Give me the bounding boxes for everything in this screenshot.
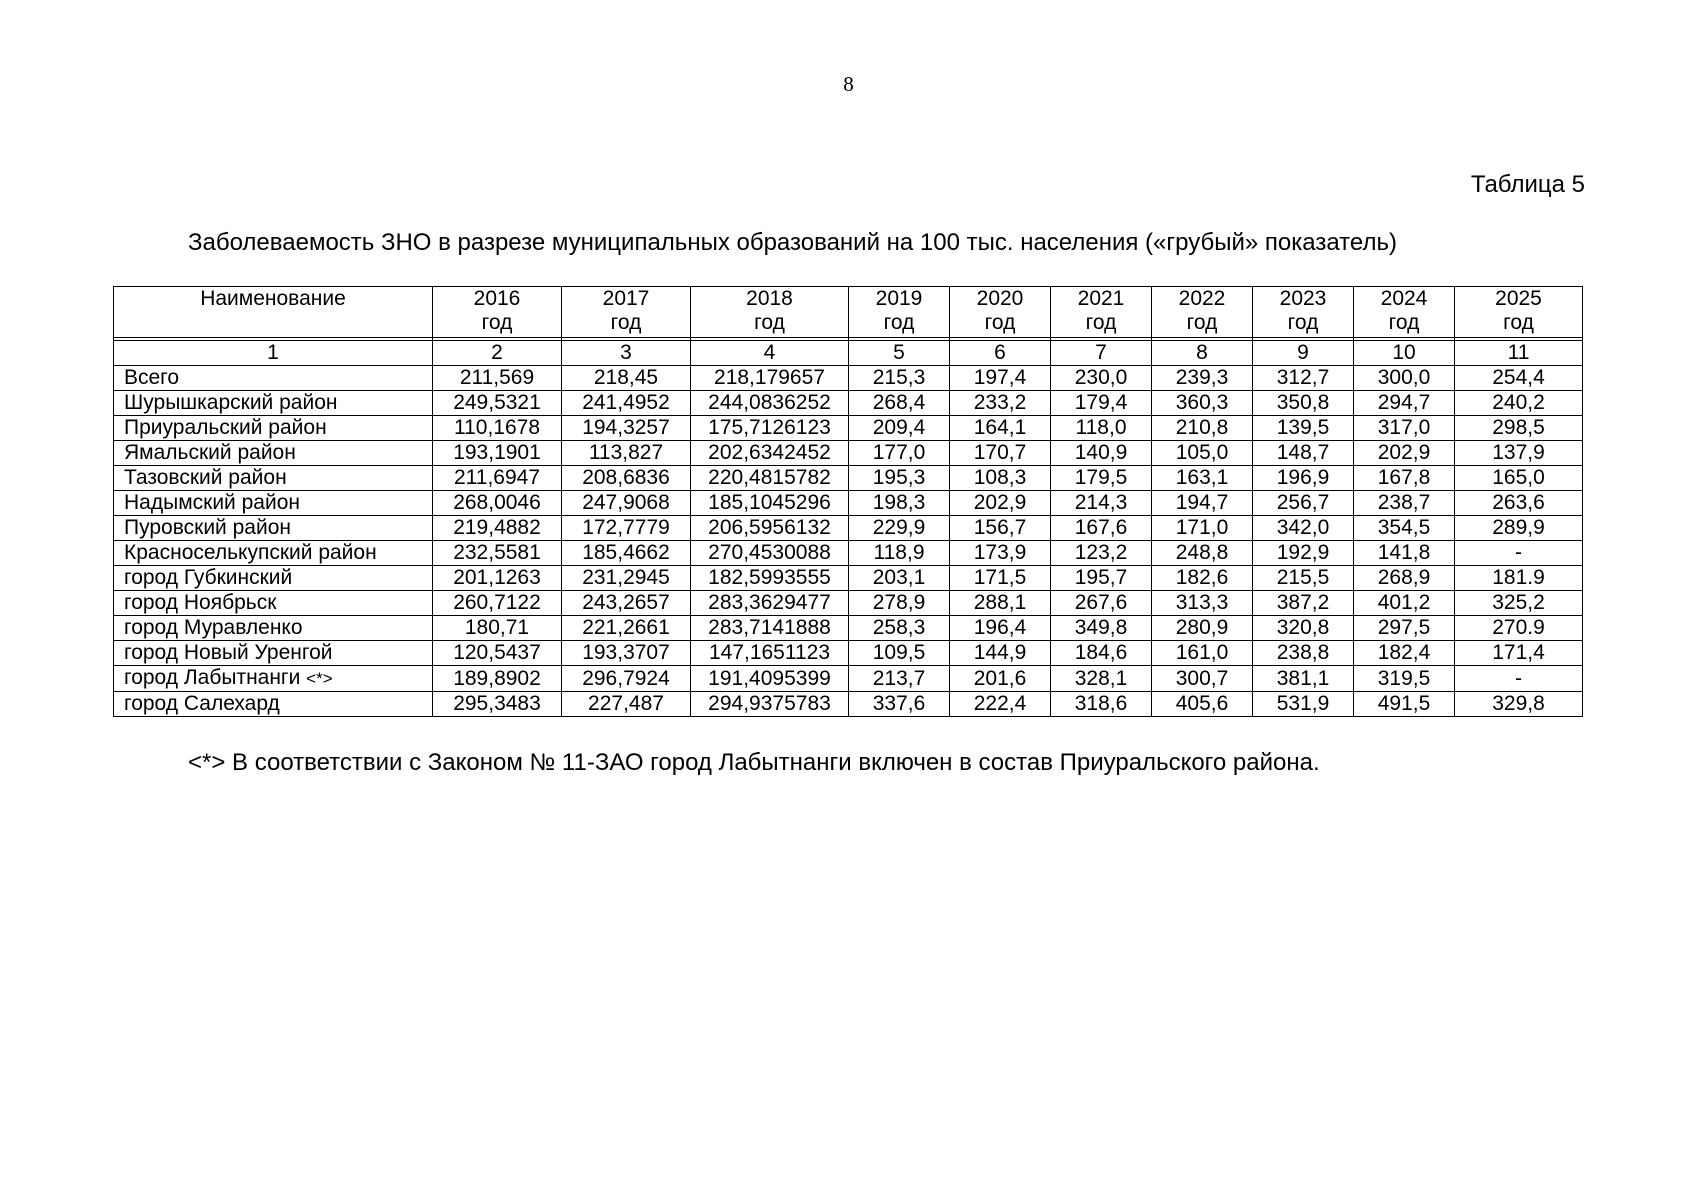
value-cell: 211,6947 [433,466,562,491]
value-cell: 123,2 [1051,541,1152,566]
value-cell: 387,2 [1253,591,1354,616]
value-cell: 297,5 [1354,616,1455,641]
row-name-cell [114,566,433,591]
value-cell: 270.9 [1455,616,1583,641]
value-cell: 194,7 [1152,491,1253,516]
value-cell: 185,1045296 [691,491,849,516]
table-row [114,391,1583,416]
value-cell: 182,6 [1152,566,1253,591]
row-name: город Муравленко [124,616,303,639]
row-name: город Ноябрьск [124,591,277,614]
value-cell: 295,3483 [433,692,562,717]
page-number: 8 [843,72,854,96]
value-cell: 184,6 [1051,641,1152,666]
value-cell: 173,9 [950,541,1051,566]
row-name: город Губкинский [124,566,293,589]
value-cell: 171,4 [1455,641,1583,666]
value-cell: 243,2657 [562,591,691,616]
header-year: 2024 год [1354,287,1455,338]
column-number-row [114,341,1583,366]
footnote: <*> В соответствии с Законом № 11-ЗАО город Лабытнанги включен в состав Приуральского района. [188,749,1320,776]
value-cell: 144,9 [950,641,1051,666]
row-name-cell [114,516,433,541]
value-cell: 179,5 [1051,466,1152,491]
value-cell: 241,4952 [562,391,691,416]
row-name: город Лабытнанги [124,666,301,689]
value-cell: 201,6 [950,666,1051,692]
value-cell: 278,9 [849,591,950,616]
value-cell: 109,5 [849,641,950,666]
value-cell: 202,9 [950,491,1051,516]
value-cell: 197,4 [950,366,1051,391]
value-cell: 238,7 [1354,491,1455,516]
value-cell: 180,71 [433,616,562,641]
row-name: Ямальский район [124,441,296,464]
value-cell: 218,45 [562,366,691,391]
value-cell: 312,7 [1253,366,1354,391]
value-cell: 329,8 [1455,692,1583,717]
value-cell: 260,7122 [433,591,562,616]
value-cell: 248,8 [1152,541,1253,566]
value-cell: 233,2 [950,391,1051,416]
row-name: Пуровский район [124,516,291,539]
value-cell: 196,9 [1253,466,1354,491]
table-row [114,591,1583,616]
value-cell: 229,9 [849,516,950,541]
row-name: Красноселькупский район [124,541,377,564]
table-row [114,641,1583,666]
value-cell: 105,0 [1152,441,1253,466]
header-year: 2017 год [562,287,691,338]
table-row [114,692,1583,717]
table-title: Заболеваемость ЗНО в разрезе муниципальных образований на 100 тыс. населения («грубый» показатель) [188,229,1397,256]
value-cell: 167,6 [1051,516,1152,541]
table-row [114,566,1583,591]
value-cell: 182,5993555 [691,566,849,591]
table-row [114,616,1583,641]
value-cell: 491,5 [1354,692,1455,717]
value-cell: 270,4530088 [691,541,849,566]
value-cell: 118,0 [1051,416,1152,441]
value-cell: 196,4 [950,616,1051,641]
value-cell: 231,2945 [562,566,691,591]
row-name: Всего [124,366,180,389]
row-name-cell [114,466,433,491]
value-cell: 227,487 [562,692,691,717]
value-cell: 220,4815782 [691,466,849,491]
table-label: Таблица 5 [1470,171,1585,198]
value-cell: 222,4 [950,692,1051,717]
value-cell: 215,5 [1253,566,1354,591]
value-cell: 181.9 [1455,566,1583,591]
value-cell: 381,1 [1253,666,1354,692]
column-number: 5 [849,341,950,366]
row-name: город Салехард [124,692,280,715]
column-number: 9 [1253,341,1354,366]
value-cell: 325,2 [1455,591,1583,616]
value-cell: 193,3707 [562,641,691,666]
value-cell: 320,8 [1253,616,1354,641]
value-cell: 283,3629477 [691,591,849,616]
value-cell: 118,9 [849,541,950,566]
value-cell: 258,3 [849,616,950,641]
value-cell: 215,3 [849,366,950,391]
header-year: 2019 год [849,287,950,338]
value-cell: 161,0 [1152,641,1253,666]
table-row [114,666,1583,692]
value-cell: 108,3 [950,466,1051,491]
header-year: 2025 год [1455,287,1583,338]
value-cell: 170,7 [950,441,1051,466]
value-cell: 195,7 [1051,566,1152,591]
table-row [114,441,1583,466]
value-cell: 328,1 [1051,666,1152,692]
value-cell: 354,5 [1354,516,1455,541]
value-cell: 244,0836252 [691,391,849,416]
value-cell: 175,7126123 [691,416,849,441]
value-cell: 300,7 [1152,666,1253,692]
value-cell: 296,7924 [562,666,691,692]
column-number: 6 [950,341,1051,366]
value-cell: 203,1 [849,566,950,591]
row-name-cell [114,491,433,516]
value-cell: 289,9 [1455,516,1583,541]
value-cell: 147,1651123 [691,641,849,666]
value-cell: 141,8 [1354,541,1455,566]
value-cell: 232,5581 [433,541,562,566]
value-cell: 256,7 [1253,491,1354,516]
value-cell: 177,0 [849,441,950,466]
column-number: 1 [114,341,433,366]
value-cell: 137,9 [1455,441,1583,466]
value-cell: 171,5 [950,566,1051,591]
value-cell: 198,3 [849,491,950,516]
value-cell: 210,8 [1152,416,1253,441]
value-cell: 202,6342452 [691,441,849,466]
column-number: 8 [1152,341,1253,366]
value-cell: 337,6 [849,692,950,717]
value-cell: 163,1 [1152,466,1253,491]
value-cell: 288,1 [950,591,1051,616]
value-cell: 405,6 [1152,692,1253,717]
value-cell: 110,1678 [433,416,562,441]
value-cell: 263,6 [1455,491,1583,516]
value-cell: 172,7779 [562,516,691,541]
header-year: 2016 год [433,287,562,338]
table-row [114,541,1583,566]
value-cell: 318,6 [1051,692,1152,717]
header-year: 2018 год [691,287,849,338]
value-cell: 148,7 [1253,441,1354,466]
value-cell: 268,4 [849,391,950,416]
row-name-cell [114,666,433,692]
value-cell: 171,0 [1152,516,1253,541]
value-cell: 209,4 [849,416,950,441]
row-name-cell [114,541,433,566]
value-cell: 214,3 [1051,491,1152,516]
value-cell: 165,0 [1455,466,1583,491]
value-cell: 182,4 [1354,641,1455,666]
value-cell: 267,6 [1051,591,1152,616]
value-cell: 294,9375783 [691,692,849,717]
value-cell: 194,3257 [562,416,691,441]
table-row [114,366,1583,391]
value-cell: 202,9 [1354,441,1455,466]
incidence-table [113,286,1583,717]
value-cell: 247,9068 [562,491,691,516]
row-name: Шурышкарский район [124,391,338,414]
header-year: 2020 год [950,287,1051,338]
value-cell: 213,7 [849,666,950,692]
value-cell: 195,3 [849,466,950,491]
value-cell: 219,4882 [433,516,562,541]
value-cell: 349,8 [1051,616,1152,641]
row-name-cell [114,692,433,717]
value-cell: 249,5321 [433,391,562,416]
header-name: Наименование [114,287,433,338]
table-row [114,491,1583,516]
row-name-cell [114,416,433,441]
value-cell: 193,1901 [433,441,562,466]
value-cell: 239,3 [1152,366,1253,391]
value-cell: 192,9 [1253,541,1354,566]
value-cell: 294,7 [1354,391,1455,416]
value-cell: 531,9 [1253,692,1354,717]
value-cell: - [1455,541,1583,566]
column-number: 11 [1455,341,1583,366]
value-cell: 298,5 [1455,416,1583,441]
value-cell: 185,4662 [562,541,691,566]
column-number: 2 [433,341,562,366]
value-cell: 179,4 [1051,391,1152,416]
column-number: 4 [691,341,849,366]
row-name-cell [114,616,433,641]
value-cell: 350,8 [1253,391,1354,416]
value-cell: - [1455,666,1583,692]
value-cell: 120,5437 [433,641,562,666]
value-cell: 208,6836 [562,466,691,491]
value-cell: 230,0 [1051,366,1152,391]
value-cell: 218,179657 [691,366,849,391]
value-cell: 240,2 [1455,391,1583,416]
footnote-mark: <*> [306,669,333,688]
row-name-cell [114,366,433,391]
value-cell: 113,827 [562,441,691,466]
value-cell: 139,5 [1253,416,1354,441]
value-cell: 280,9 [1152,616,1253,641]
incidence-table-container [113,286,1582,717]
value-cell: 211,569 [433,366,562,391]
value-cell: 221,2661 [562,616,691,641]
column-number: 3 [562,341,691,366]
value-cell: 140,9 [1051,441,1152,466]
value-cell: 156,7 [950,516,1051,541]
value-cell: 283,7141888 [691,616,849,641]
header-year: 2023 год [1253,287,1354,338]
value-cell: 191,4095399 [691,666,849,692]
table-row [114,466,1583,491]
row-name-cell [114,441,433,466]
row-name: Надымский район [124,491,300,514]
value-cell: 268,9 [1354,566,1455,591]
row-name-cell [114,641,433,666]
value-cell: 317,0 [1354,416,1455,441]
value-cell: 201,1263 [433,566,562,591]
table-row [114,416,1583,441]
value-cell: 206,5956132 [691,516,849,541]
value-cell: 319,5 [1354,666,1455,692]
value-cell: 164,1 [950,416,1051,441]
row-name: Тазовский район [124,466,287,489]
value-cell: 238,8 [1253,641,1354,666]
value-cell: 268,0046 [433,491,562,516]
value-cell: 313,3 [1152,591,1253,616]
row-name-cell [114,591,433,616]
row-name: Приуральский район [124,416,327,439]
column-number: 7 [1051,341,1152,366]
table-row [114,516,1583,541]
value-cell: 300,0 [1354,366,1455,391]
value-cell: 254,4 [1455,366,1583,391]
value-cell: 342,0 [1253,516,1354,541]
column-number: 10 [1354,341,1455,366]
header-row [114,287,1583,338]
value-cell: 401,2 [1354,591,1455,616]
header-year: 2022 год [1152,287,1253,338]
row-name-cell [114,391,433,416]
value-cell: 360,3 [1152,391,1253,416]
value-cell: 167,8 [1354,466,1455,491]
header-year: 2021 год [1051,287,1152,338]
row-name: город Новый Уренгой [124,641,333,664]
value-cell: 189,8902 [433,666,562,692]
